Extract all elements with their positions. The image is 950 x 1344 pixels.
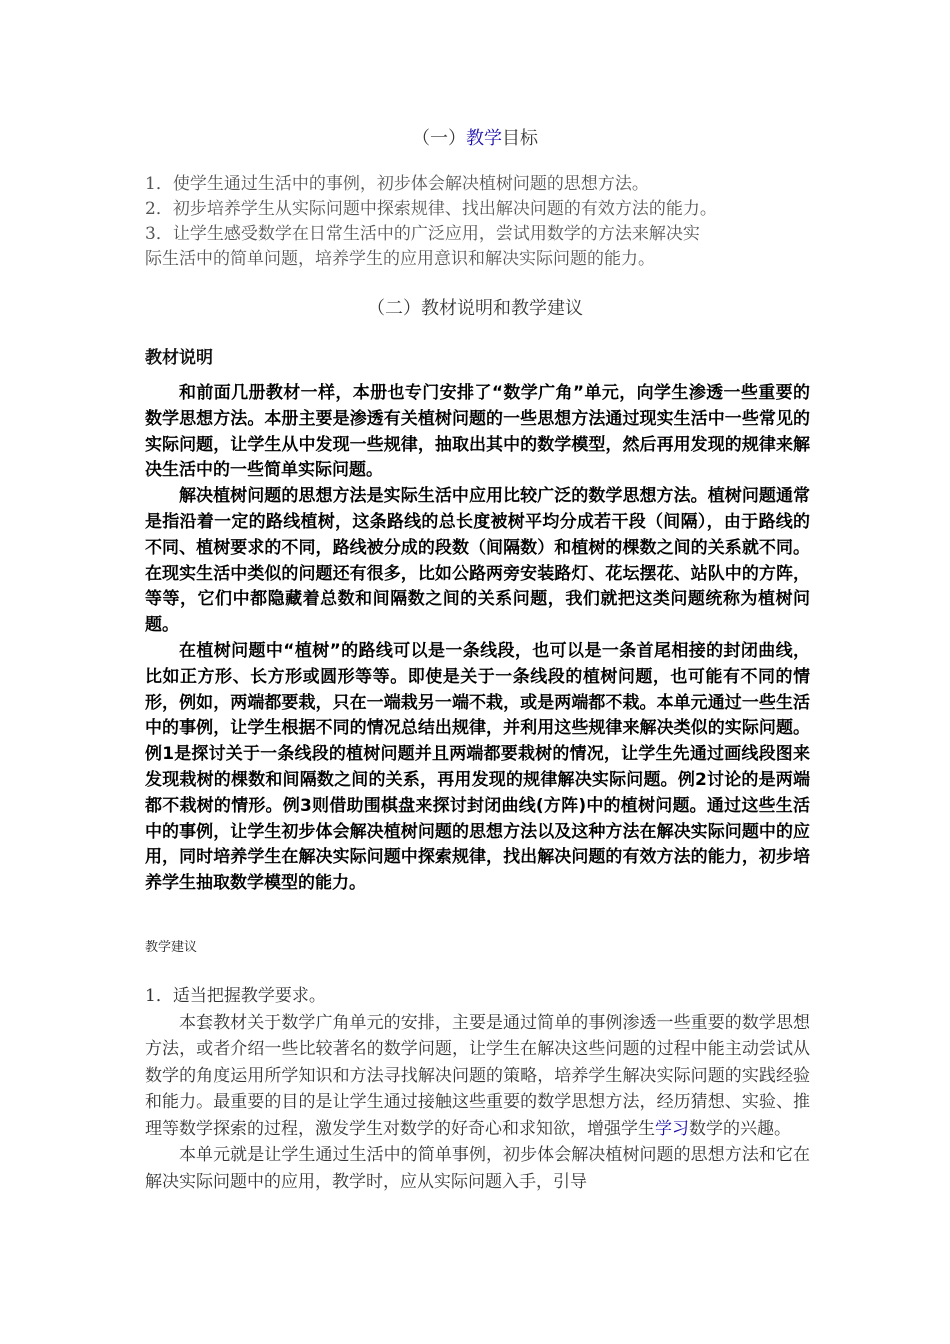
heading-suffix: 目标	[502, 128, 538, 149]
suggestion-paragraph-2: 本单元就是让学生通过生活中的简单事例，初步体会解决植树问题的思想方法和它在解决实际问题中的应用，教学时，应从实际问题入手，引导	[145, 1145, 810, 1192]
heading-materials-and-suggestions: （二）教材说明和教学建议	[367, 298, 583, 319]
suggestions-body	[145, 983, 810, 1195]
materials-paragraph-1: 和前面几册教材一样，本册也专门安排了“数学广角”单元，向学生渗透一些重要的数学思想方法。本册主要是渗透有关植树问题的一些思想方法通过现实生活中一些常见的实际问题，让学生从中发现一些规律，抽取出其中的数学模型，然后再用发现的规律来解决生活中的一些简单实际问题。	[145, 383, 810, 481]
section-title-materials: 教材说明	[145, 348, 213, 368]
heading-teaching-goals	[0, 124, 950, 150]
suggestion-paragraph-1	[145, 1010, 810, 1143]
materials-paragraph-3: 在植树问题中“植树”的路线可以是一条线段，也可以是一条首尾相接的封闭曲线，比如正方形、长方形或圆形等等。即使是关于一条线段的植树问题，也可能有不同的情形，例如，两端都要栽，只在一端栽另一端不栽，或是两端都不栽。本单元通过一些生活中的事例，让学生根据不同的情况总结出规律，并利用这些规律来解决类似的实际问题。例1是探讨关于一条线段的植树问题并且两端都要栽树的情况，让学生先通过画线段图来发现栽树的棵数和间隔数之间的关系，再用发现的规律解决实际问题。例2讨论的是两端都不栽树的情形。例3则借助围棋盘来探讨封闭曲线(方阵)中的植树问题。通过这些生活中的事例，让学生初步体会解决植树问题的思想方法以及这种方法在解决实际问题中的应用，同时培养学生在解决实际问题中探索规律，找出解决问题的有效方法的能力，初步培养学生抽取数学模型的能力。	[145, 640, 810, 894]
goal-item-1: 1．使学生通过生活中的事例，初步体会解决植树问题的思想方法。	[145, 174, 649, 194]
paragraph-text-end: 数学的兴趣。	[689, 1118, 791, 1139]
goal-item-3: 3．让学生感受数学在日常生活中的广泛应用，尝试用数学的方法来解决实	[145, 224, 700, 244]
goal-item-2: 2．初步培养学生从实际问题中探索规律、找出解决问题的有效方法的能力。	[145, 199, 717, 219]
teaching-link[interactable]: 教学	[466, 128, 502, 149]
heading-prefix: （一）	[412, 128, 466, 149]
section-title-suggestions: 教学建议	[145, 940, 198, 955]
paragraph-text: 本套教材关于数学广角单元的安排，主要是通过简单的事例渗透一些重要的数学思想方法，或者介绍一些比较著名的数学问题，让学生在解决这些问题的过程中能主动尝试从数学的角度运用所学知识和方法寻找解决问题的策略，培养学生解决实际问题的实践经验和能力。最重要的目的是让学生通过接触这些重要的数学思想方法，经历猜想、实验、推理等数学探索的过程，激发学生对数学的好奇心和求知欲，增强学生	[145, 1012, 810, 1139]
goals-list	[145, 172, 813, 272]
materials-paragraph-2: 解决植树问题的思想方法是实际生活中应用比较广泛的数学思想方法。植树问题通常是指沿着一定的路线植树，这条路线的总长度被树平均分成若干段（间隔），由于路线的不同、植树要求的不同，路线被分成的段数（间隔数）和植树的棵数之间的关系就不同。在现实生活中类似的问题还有很多，比如公路两旁安装路灯、花坛摆花、站队中的方阵，等等，它们中都隐藏着总数和间隔数之间的关系问题，我们就把这类问题统称为植树问题。	[145, 486, 810, 636]
learning-link[interactable]: 学习	[655, 1118, 689, 1139]
materials-body	[145, 381, 810, 897]
goal-item-3-continued: 际生活中的简单问题，培养学生的应用意识和解决实际问题的能力。	[145, 249, 655, 269]
suggestion-item-title: 1．适当把握教学要求。	[145, 986, 326, 1006]
